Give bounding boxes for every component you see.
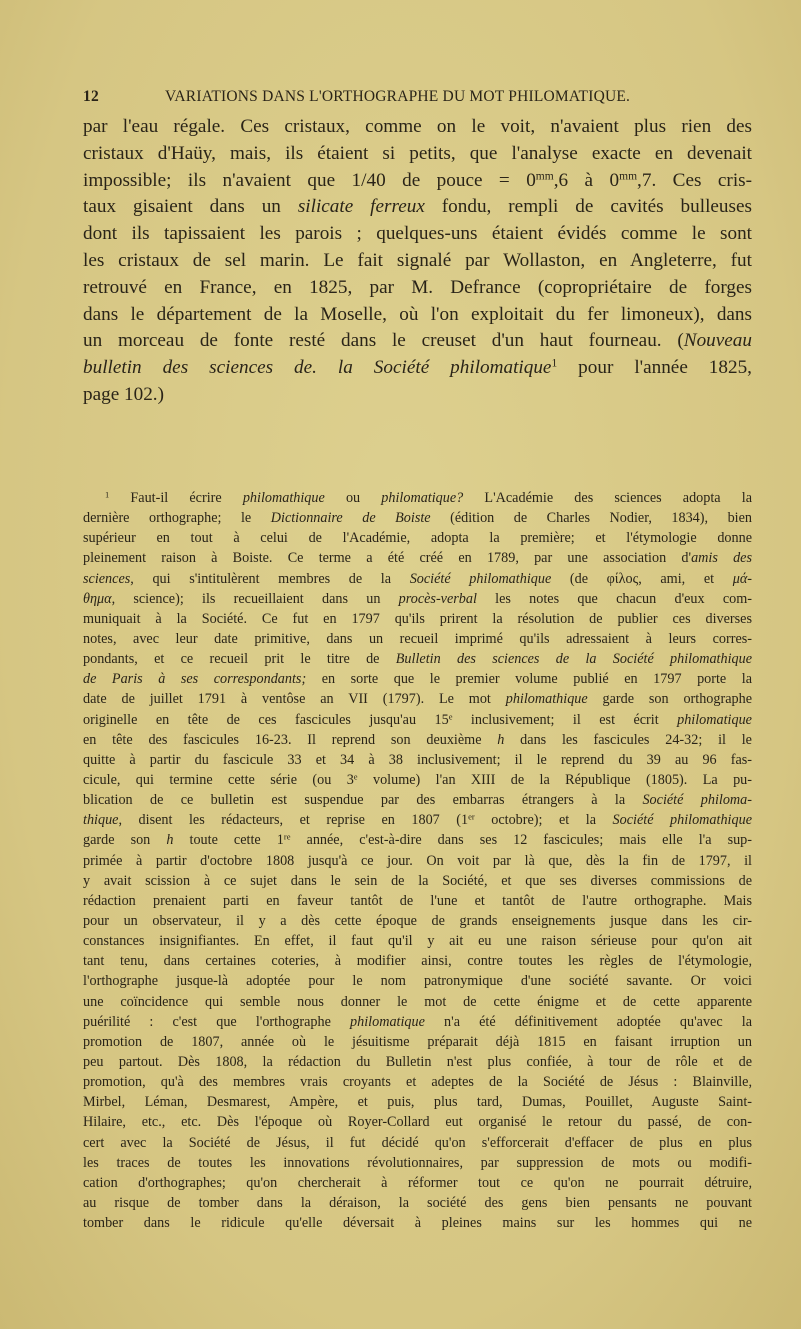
footnote-line — [83, 528, 752, 548]
superscript: er — [468, 811, 475, 822]
text-run: par l'eau régale. Ces cristaux, comme on le voit, n'avaient plus rien des — [83, 116, 752, 137]
text-run: tant tenu, dans certaines coteries, à modifier ainsi, contre toutes les règles de l'étymologie, — [83, 953, 752, 970]
text-run: garde son orthographe — [587, 691, 752, 708]
running-title: VARIATIONS DANS L'ORTHOGRAPHE DU MOT PHILOMATIQUE. — [165, 88, 631, 105]
text-run: Faut-il écrire — [109, 490, 243, 506]
footnote-line — [83, 589, 752, 609]
page-header — [83, 88, 752, 112]
italic-text: silicate ferreux — [297, 196, 425, 218]
italic-text: θημα — [83, 590, 112, 607]
text-run: dans les fascicules 24-32; il le — [504, 731, 752, 748]
text-run: fondu, rempli de cavités bulleuses — [424, 196, 752, 218]
text-run: année, c'est-à-dire dans ses 12 fascicules; mais elle l'a sup- — [290, 832, 753, 849]
footnote-line — [83, 971, 752, 991]
footnote-line — [83, 609, 752, 629]
text-run: volume) l'an XIII de la République (1805). La pu- — [357, 771, 752, 788]
footnote-line — [83, 730, 752, 750]
footnote-line — [83, 992, 752, 1012]
italic-text: de Paris à ses correspondants; — [83, 671, 307, 688]
footnote-line — [83, 689, 752, 709]
text-run: un morceau de fonte resté dans le creuset d'un haut fourneau. ( — [83, 330, 684, 352]
footnote-line — [83, 629, 752, 649]
superscript: mm — [619, 170, 638, 183]
footnote-line — [83, 871, 752, 891]
text-run: quitte à partir du fascicule 33 et 34 à 38 inclusivement; il le reprend du 39 au 96 fas- — [83, 751, 752, 768]
footnote-line — [83, 931, 752, 951]
superscript: e — [448, 710, 453, 721]
italic-text: philomatique — [350, 1013, 425, 1030]
footnote-line — [83, 649, 752, 669]
body-text-line — [83, 382, 752, 409]
text-run: cristaux d'Haüy, mais, ils étaient si petits, que l'analyse exacte en devenait — [83, 142, 752, 164]
text-run: les cristaux de sel marin. Le fait signalé par Wollaston, en Angleterre, fut — [83, 249, 752, 271]
text-run: n'a été définitivement adoptée qu'avec la — [424, 1013, 752, 1030]
italic-text: thique — [83, 812, 119, 829]
footnote-line — [83, 1133, 752, 1153]
italic-text: Société philomathique — [409, 570, 552, 587]
text-run: les notes que chacun d'eux com- — [476, 590, 752, 607]
italic-text: Bulletin des sciences de la Société philomathique — [395, 651, 752, 668]
text-run: en tête des fascicules 16-23. Il reprend son deuxième — [83, 731, 498, 748]
text-run: toute cette 1 — [173, 832, 284, 849]
footnote-line — [83, 569, 752, 589]
italic-text: Dictionnaire de Boiste — [270, 510, 431, 527]
text-run: retrouvé en France, en 1825, par M. Defrance (copropriétaire de forges — [83, 276, 752, 298]
footnote-line — [83, 669, 752, 689]
text-run: cert avec la Société de Jésus, il fut décidé qu'on s'efforcerait d'effacer de plus en plus — [83, 1134, 752, 1151]
footnote-line — [83, 810, 752, 830]
text-run: (de φίλος, ami, et — [551, 570, 733, 587]
text-run: garde son — [83, 832, 167, 849]
text-run: dernière orthographe; le — [83, 510, 271, 527]
footnote-line — [83, 508, 752, 528]
text-run: taux gisaient dans un — [83, 196, 298, 218]
italic-text: philomatique — [677, 711, 752, 728]
footnote-line — [83, 790, 752, 810]
footnote-line — [83, 830, 752, 850]
italic-text: philomatique? — [381, 490, 464, 506]
text-run: les traces de toutes les innovations révolutionnaires, par suppression de mots ou modifi- — [83, 1154, 752, 1171]
text-run: dont ils tapissaient les parois ; quelques-uns étaient évidés comme le sont — [83, 223, 752, 245]
text-run: y avait scission à ce sujet dans le sein de la Société, et que ses diverses commissions de — [83, 872, 752, 889]
superscript: e — [353, 771, 358, 782]
text-run: peu partout. Dès 1808, la rédaction du Bulletin n'est plus confiée, à tour de rôle et de — [83, 1053, 752, 1070]
text-run: ,6 à 0 — [553, 169, 620, 191]
italic-text: philomathique — [505, 691, 588, 708]
text-run: tomber dans le ridicule qu'elle déversait à pleines mains sur les hommes qui ne — [83, 1215, 752, 1232]
italic-text: procès-verbal — [398, 590, 477, 607]
footnote-line — [83, 1173, 752, 1193]
text-run: page 102.) — [83, 383, 164, 405]
body-text-line — [83, 248, 752, 275]
footnote-line — [83, 1153, 752, 1173]
footnote-line — [83, 1052, 752, 1072]
text-run: au risque de tomber dans la déraison, la société des gens bien pensants ne pouvant — [83, 1194, 752, 1211]
footnote-line — [83, 770, 752, 790]
text-run: ou — [324, 490, 382, 506]
superscript: re — [283, 831, 291, 842]
text-run: cation d'orthographes; qu'on chercherait à réformer tout ce qu'on ne pourrait détruire, — [83, 1174, 752, 1191]
text-run: dans le département de la Moselle, où l'on exploitait du fer limoneux), dans — [83, 303, 752, 325]
text-run: cicule, qui termine cette série (ou 3 — [83, 771, 354, 788]
text-run: pour l'année 1825, — [557, 357, 752, 379]
footnote-line — [83, 1193, 752, 1213]
footnote-line — [83, 1032, 752, 1052]
superscript: 1 — [551, 357, 558, 370]
text-run: , disent les rédacteurs, et reprise en 1807 (1 — [118, 812, 469, 829]
text-run: pondants, et ce recueil prit le titre de — [83, 651, 396, 668]
text-run: Hilaire, etc., etc. Dès l'époque où Royer-Collard eut organisé le retour du passé, de con- — [83, 1114, 752, 1131]
text-run: , qui s'intitulèrent membres de la — [130, 570, 410, 587]
text-run: promotion de 1807, année où le jésuitisme préparait déjà 1815 en faisant irruption un — [83, 1033, 752, 1050]
text-run: notes, avec leur date primitive, dans un recueil imprimé qu'ils adressaient à leurs corres- — [83, 630, 752, 647]
text-run: , science); ils recueillaient dans un — [111, 590, 399, 607]
page-number: 12 — [83, 88, 99, 105]
text-run: date de juillet 1791 à ventôse an VII (1797). Le mot — [83, 691, 506, 708]
italic-text: μά- — [732, 570, 752, 587]
footnote-line — [83, 1213, 752, 1233]
italic-text: h — [166, 832, 174, 849]
text-run: L'Académie des sciences adopta la — [463, 490, 752, 506]
text-run: promotion, qu'à des membres vrais croyants et adeptes de la Société de Jésus : Blainville, — [83, 1074, 752, 1091]
body-text-line — [83, 114, 752, 141]
italic-text: h — [497, 731, 505, 748]
text-run: inclusivement; il est écrit — [452, 711, 678, 728]
footnote — [83, 488, 752, 1233]
footnote-line — [83, 891, 752, 911]
text-run: pour un observateur, il y a dès cette époque de grands enseignements jusque dans les cir- — [83, 912, 752, 929]
text-run: primée à partir d'octobre 1808 jusqu'à ce jour. On voit par là que, dès la fin de 1797, il — [83, 852, 752, 869]
footnote-line — [83, 851, 752, 871]
footnote-line — [83, 1012, 752, 1032]
body-text-line — [83, 194, 752, 221]
footnote-line — [83, 710, 752, 730]
text-run: Mirbel, Léman, Desmarest, Ampère, et puis, plus tard, Dumas, Pouillet, Auguste Saint- — [83, 1094, 752, 1111]
text-run: en sorte que le premier volume publié en 1797 porte la — [306, 671, 752, 688]
footnote-line — [83, 488, 752, 508]
body-text-line — [83, 168, 752, 195]
text-run: puérilité : c'est que l'orthographe — [83, 1013, 351, 1030]
text-run: l'orthographe jusque-là adoptée pour le nom patronymique d'une société savante. Or voici — [83, 973, 752, 990]
text-run: une coïncidence qui semble nous donner le mot de cette énigme et de cette apparente — [83, 993, 752, 1010]
italic-text: philomathique — [242, 490, 325, 506]
text-run: ,7. Ces cris- — [637, 169, 753, 191]
main-text — [83, 114, 752, 409]
footnote-line — [83, 951, 752, 971]
footnote-line — [83, 1112, 752, 1132]
body-text-line — [83, 221, 752, 248]
footnote-line — [83, 1092, 752, 1112]
text-run: (édition de Charles Nodier, 1834), bien — [430, 510, 752, 527]
italic-text: amis des — [691, 550, 753, 567]
body-text-line — [83, 355, 752, 382]
text-run: octobre); et la — [474, 812, 613, 829]
text-run: supérieur en tout à celui de l'Académie, adopta la première; et l'étymologie donne — [83, 530, 752, 547]
text-run: rédaction prenaient parti en faveur tantôt de l'une et tantôt de l'autre orthographe. Mais — [83, 892, 752, 909]
footnote-line — [83, 750, 752, 770]
text-run: blication de ce bulletin est suspendue par des embarras étrangers à la — [83, 792, 643, 809]
italic-text: bulletin des sciences de. la Société philomatique — [83, 357, 552, 379]
body-text-line — [83, 275, 752, 302]
body-text-line — [83, 141, 752, 168]
text-run: muniquait à la Société. Ce fut en 1797 qu'ils prirent la résolution de publier ces diverses — [83, 610, 752, 627]
italic-text: Société philoma- — [642, 792, 752, 809]
superscript: 1 — [105, 489, 110, 500]
text-run: constances insignifiantes. En effet, il faut qu'il y ait eu une raison sérieuse pour qu'on ait — [83, 933, 752, 950]
italic-text: sciences — [83, 570, 131, 587]
footnote-line — [83, 548, 752, 568]
text-run: pleinement raison à Boiste. Ce terme a été créé en 1789, par une association d' — [83, 550, 692, 567]
text-run: impossible; ils n'avaient que 1/40 de pouce = 0 — [83, 169, 536, 191]
italic-text: Société philomathique — [612, 812, 752, 829]
body-text-line — [83, 302, 752, 329]
footnote-line — [83, 911, 752, 931]
superscript: mm — [535, 170, 554, 183]
body-text-line — [83, 328, 752, 355]
italic-text: Nouveau — [683, 330, 752, 352]
footnote-line — [83, 1072, 752, 1092]
text-run: originelle en tête de ces fascicules jusqu'au 15 — [83, 711, 449, 728]
